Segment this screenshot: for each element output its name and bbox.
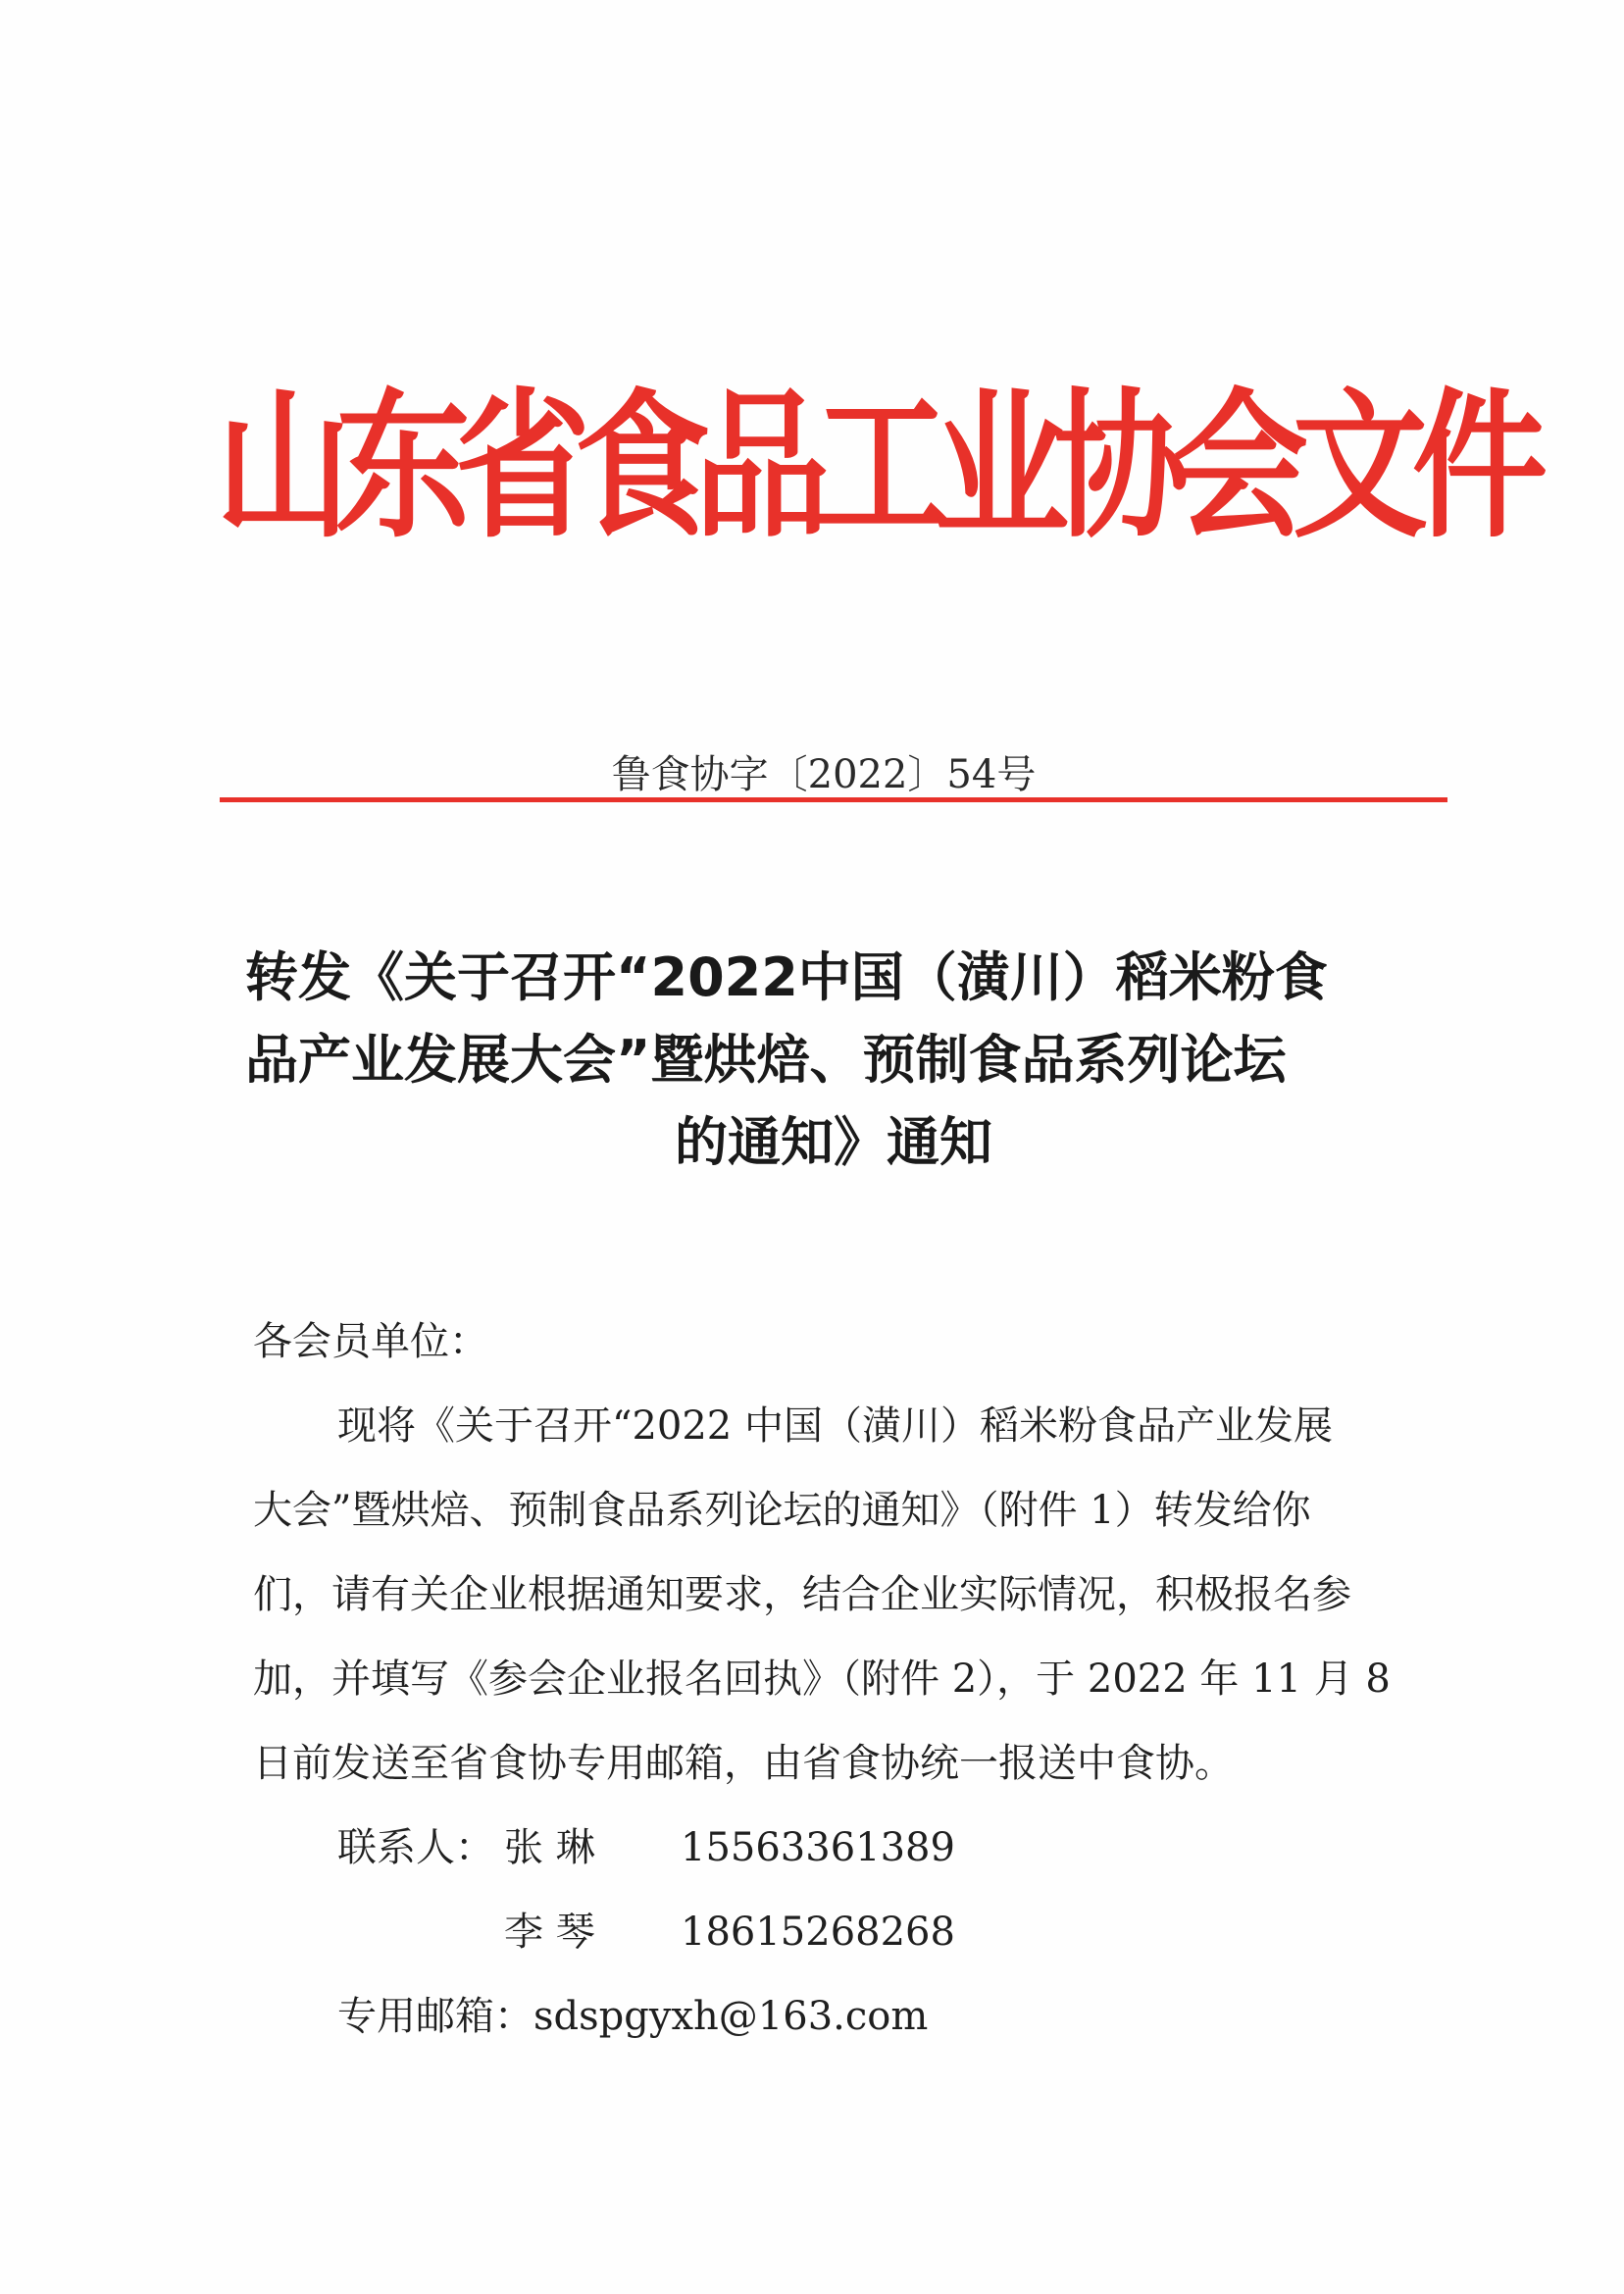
contact-phone-2: 18615268268	[681, 1910, 955, 1955]
masthead-title: 山东省食品工业协会文件	[216, 373, 1533, 560]
paragraph-line-1: 现将《关于召开“2022 中国（潢川）稻米粉食品产业发展	[337, 1403, 1333, 1449]
paragraph-line-5: 日前发送至省食协专用邮箱，由省食协统一报送中食协。	[253, 1741, 1234, 1786]
notice-body	[253, 1300, 1449, 2059]
contact-row-2	[253, 1890, 1449, 1974]
email-address[interactable]: sdspgyxh@163.com	[533, 1994, 929, 2039]
salutation: 各会员单位：	[253, 1319, 488, 1364]
contact-name-1: 张 琳	[504, 1825, 595, 1870]
email-row	[253, 1974, 1449, 2059]
title-line-3: 的通知》通知	[675, 1111, 992, 1173]
notice-title	[245, 937, 1461, 1184]
contact-label: 联系人：	[337, 1825, 494, 1870]
contact-name-2: 李 琴	[504, 1910, 595, 1955]
paragraph-line-4: 加，并填写《参会企业报名回执》（附件 2），于 2022 年 11 月 8	[253, 1657, 1391, 1702]
red-divider	[220, 797, 1447, 802]
title-line-1: 转发《关于召开“2022中国（潢川）稻米粉食	[245, 946, 1328, 1008]
title-line-2: 品产业发展大会”暨烘焙、预制食品系列论坛	[245, 1029, 1287, 1091]
contact-row-1	[253, 1806, 1449, 1890]
contact-phone-1: 15563361389	[681, 1825, 955, 1870]
email-label: 专用邮箱：	[337, 1994, 533, 2039]
paragraph-line-3: 们，请有关企业根据通知要求，结合企业实际情况，积极报名参	[253, 1572, 1351, 1617]
document-number: 鲁食协字〔2022〕54号	[611, 752, 1037, 797]
paragraph-line-2: 大会”暨烘焙、预制食品系列论坛的通知》（附件 1）转发给你	[253, 1488, 1311, 1533]
